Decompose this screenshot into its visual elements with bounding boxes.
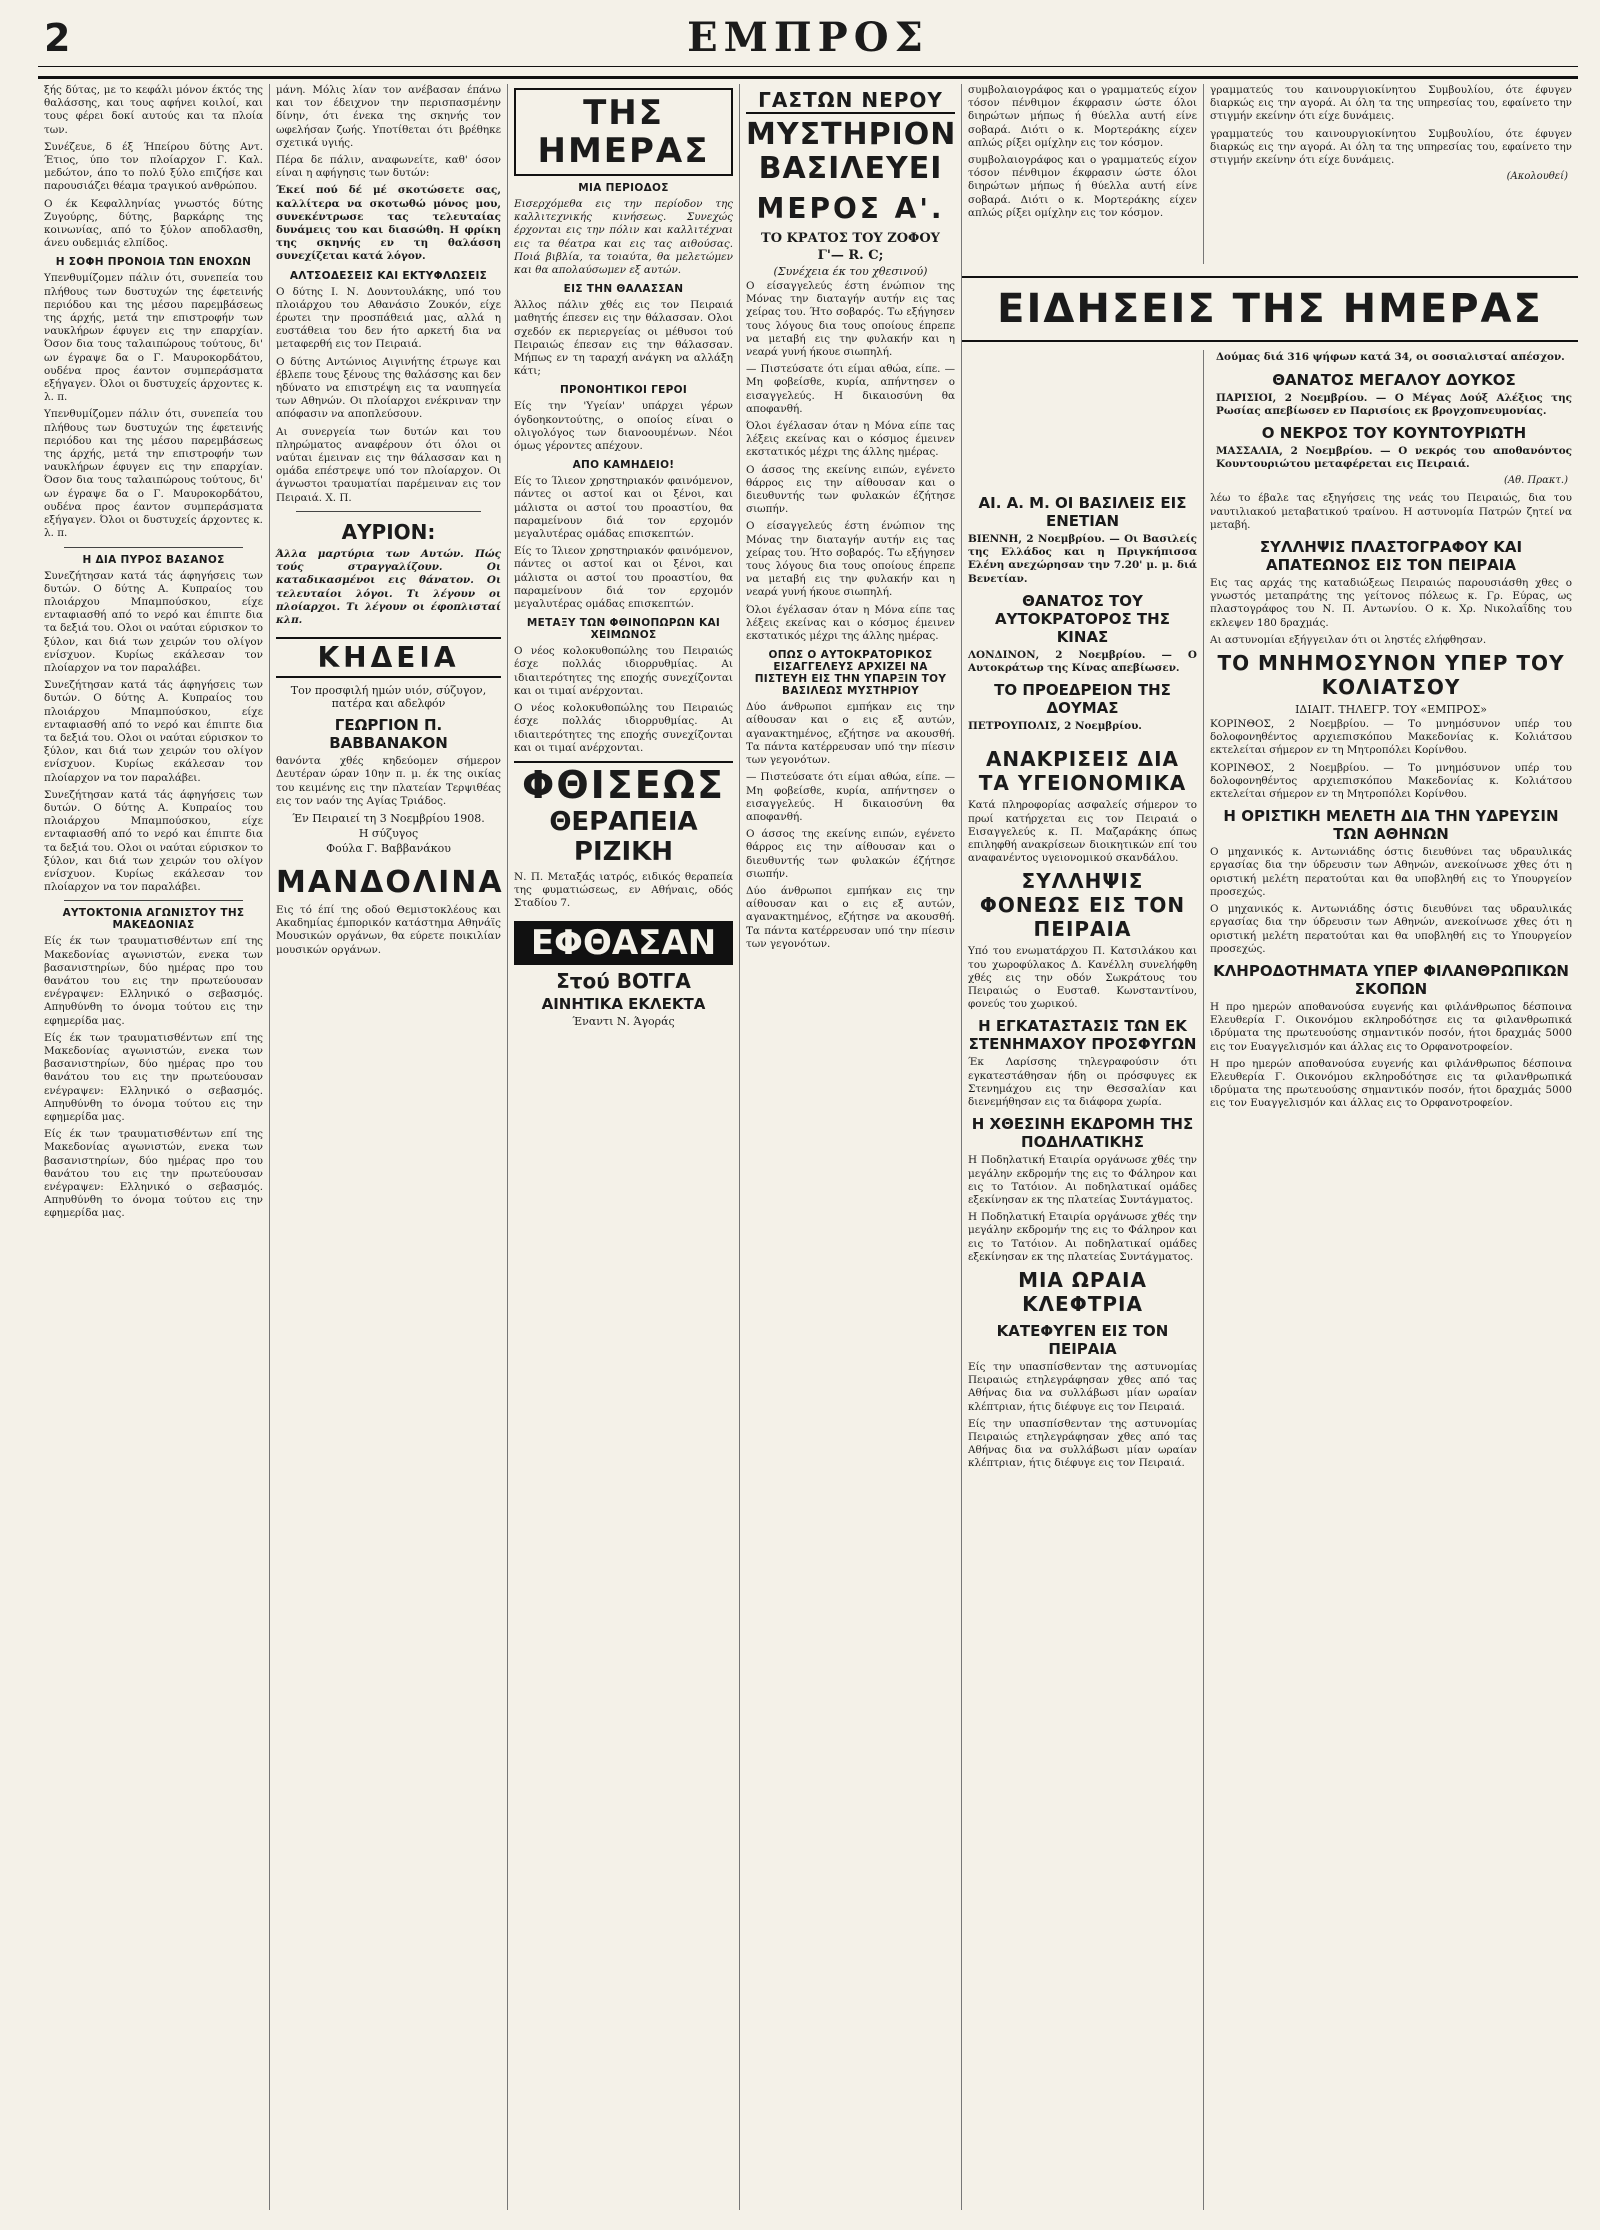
news-of-day-banner: [962, 264, 1578, 350]
article-text: Η προ ημερών αποθανούσα ευγενής και φιλάνθρωπος δέσποινα Ελευθερία Γ. Οικονόμου εκληροδότησε εις τα φιλανθρωπικά ιδρύματα της πρωτευούσης σημαντικόν ποσόν, ήτοι δραχμάς 5000 εις τον Ευαγγελισμόν και άλλας εις το Ορφανοτροφείον.: [1210, 1000, 1572, 1053]
article-text: Εις τας αρχάς της καταδιώξεως Πειραιώς παρουσιάσθη χθες ο γνωστός μεταπράτης της γείτονος πόλεως κ. Γρ. Εύρας, ως πλαστογράφος του Ν. Π. Αντωνίου. Ο κ. Χρ. Νικολαΐδης του εκλεψεν 180 δραχμάς.: [1210, 577, 1572, 629]
article-text: Είς το Ίλιεον χρηστηριακόν φαινόμενον, πάντες οι αστοί και οι ξένοι, και μάλιστα οι αστοί του προαστίου, θα παραμείνουν διά τον ερχομόν μεγαλυτέρας ομάδας επισκεπτών.: [514, 545, 733, 611]
news-text: ΛΟΝΔΙΝΟΝ, 2 Νοεμβρίου. — Ο Αυτοκράτωρ της Κίνας απεβίωσεν.: [968, 648, 1197, 675]
newspaper-page: [38, 14, 1578, 2210]
funeral-signer: Φούλα Γ. Βαββανάκου: [326, 841, 451, 855]
divider: [296, 511, 481, 512]
article-text: Υπενθυμίζομεν πάλιν ότι, συνεπεία του πλήθους των δυστυχών της έφετεινής περιόδου και της μέσου παρεμβάσεως της άρχής, μετά την επιστροφήν των ναυκλήρων έφυγεν εις την επαρχίαν. Όσον δια τους ταλαιπώρους τούτους, δι' ων έγραψε δα ο Γ. Μαυροκορδάτου, ουδένα προς έαντον συμπεράσματα εξήγαγεν. Όλοι οι δυστυχείς άρχοντες κ. λ. π.: [44, 272, 263, 404]
article-heading: ΑΥΤΟΚΤΟΝΙΑ ΑΓΩΝΙΣΤΟΥ ΤΗΣ ΜΑΚΕΔΟΝΙΑΣ: [62, 907, 245, 932]
ad-text: Ν. Π. Μεταξάς ιατρός, ειδικός θεραπεία της φυματιώσεως, εν Αθήναις, οδός Σταδίου 7.: [514, 870, 733, 910]
serial-text: Ο άσσος της εκείνης ειπών, εγένετο θάρρος εις την αίθουσαν και ο διευθυντής των φυλακών έζήτησε σιωπήν.: [746, 463, 955, 516]
news-text: ΒΙΕΝΝΗ, 2 Νοεμβρίου. — Οι Βασιλείς της Ελλάδος και η Πριγκήπισσα Ελένη ανεχώρησαν την 7.20' μ. μ. διά Βενετίαν.: [968, 533, 1197, 585]
article-text: Είς την 'Υγείαν' υπάρχει γέρων όγδοηκοντούτης, ο οποίος είναι ο ολιγολόγος των διανοουμένων. Νέοι όμως γέροντες απέχουν.: [514, 400, 733, 453]
article-text: Ο μηχανικός κ. Αντωνιάδης όστις διευθύνει τας υδραυλικάς εργασίας δια την ύδρευσιν των Αθηνών, ανεκοίνωσε χθες ότι η οριστική μελέτη περατούται και θα υποβληθή εις το Υπουργείον προσεχώς.: [1210, 846, 1572, 898]
serial-part: ΜΕΡΟΣ Α'.: [756, 192, 945, 225]
article-heading: ΣΥΛΛΗΨΙΣ ΦΟΝΕΩΣ ΕΙΣ ΤΟΝ ΠΕΙΡΑΙΑ: [979, 869, 1186, 942]
article-text: Είς έκ των τραυματισθέντων επί της Μακεδονίας αγωνιστών, ενεκα των βασανιστηρίων, δύο ημέρας προ του θανάτου του εις την πρωτεύουσαν ενέγραψεν: Ελληνικό ο σεβασμός. Απηυθύνθη το όνομα τούτου εις την εφημερίδα μας.: [44, 935, 263, 1027]
news-of-day-title: ΕΙΔΗΣΕΙΣ ΤΗΣ ΗΜΕΡΑΣ: [962, 276, 1578, 342]
serial-text: Ο άσσος της εκείνης ειπών, εγένετο θάρρος εις την αίθουσαν και ο διευθυντής των φυλακών έζήτησε σιωπήν.: [746, 828, 955, 880]
column-6: [1204, 84, 1578, 2210]
ad-therapy-title: ΘΕΡΑΠΕΙΑ ΡΙΖΙΚΗ: [549, 806, 698, 867]
article-heading: ΑΛΤΣΟΔΕΣΕΙΣ ΚΑΙ ΕΚΤΥΦΛΩΣΕΙΣ: [289, 269, 488, 282]
article-text: Αι αστυνομίαι εξήγγειλαν ότι οι ληστές ελήφθησαν.: [1210, 633, 1487, 646]
article-text: Εισερχόμεθα εις την περίοδον της καλλιτεχνικής κινήσεως. Συνεχώς έρχονται εις την πόλιν και καλλιτέχναι εις τα θέατρα και εις τας αιθούσας. Ποιά βιβλία, τα τοιαύτα, θα μελετώμεν και θα απολαύσωμεν εξ αυτών.: [514, 198, 733, 277]
serial-chapter: Γ'— R. C;: [817, 248, 884, 263]
funeral-date: Έν Πειραιεί τη 3 Νοεμβρίου 1908.: [292, 811, 485, 825]
article-text: γραμματεύς του καινουργιοκίνητου Συμβουλίου, ότε έφυγεν διαρκώς εις την αγορά. Αι όλη τα της υπηρεσίας του, εφαίνετο την στιγμήν εκείνην ότι είχε δυνάμεις.: [1210, 127, 1572, 167]
tomorrow-text: Άλλα μαρτύρια των Αυτών. Πώς τούς στραγγαλίζουν. Οι καταδικασμένοι εις θάνατον. Οι τελευταίοι λόγοι. Τι λέγουν οι πλοίαρχοι. Τι λέγουν οι έφοπλισταί κλπ.: [276, 547, 501, 626]
serial-title: ΜΥΣΤΗΡΙΟΝ ΒΑΣΙΛΕΥΕΙ: [746, 117, 957, 186]
serial-text: Ο είσαγγελεύς έστη ένώπιον της Μόνας την διαταγήν αυτήν εις τας χείρας του. Ήτο σοβαρός. Τω εξήγησεν τους λόγους δια τους οποίους έπρεπε να μεταβή εις την φυλακήν και η νεαρά γυνή ήκουε σιωπηλή.: [746, 280, 955, 359]
column-1: [38, 84, 270, 2210]
article-heading: Η ΕΓΚΑΤΑΣΤΑΣΙΣ ΤΩΝ ΕΚ ΣΤΕΝΗΜΑΧΟΥ ΠΡΟΣΦΥΓΩΝ: [968, 1017, 1197, 1054]
article-text: Ο νέος κολοκυθοπώλης του Πειραιώς έσχε πολλάς ιδιορρυθμίας. Αι ιδιαιτερότητες της εποχής συνεχίζονται και οι τιμαί ανέρχονται.: [514, 702, 733, 754]
article-text: Αι συνεργεία των δυτών και του πληρώματος αναφέρουν ότι όλοι οι ναύται έμειναν εις την θάλασσαν και η ομάδα επέστρεψε υπό τον πλοίαρχον. Οι άγνωστοι τραυματίαι παρέμειναν εις τον Πειραιά. Χ. Π.: [276, 425, 501, 504]
article-text: Ο δύτης Ι. Ν. Δουντουλάκης, υπό του πλοιάρχου του Αθανάσιο Ζουκόν, είχε έρωτει την προσπάθειά μας, αλλά η ευστάθεια του δεν ήτο αρκετή δια να μεταφερθή εις τον Πειραιά.: [276, 285, 501, 351]
news-text: ΠΕΤΡΟΥΠΟΛΙΣ, 2 Νοεμβρίου.: [968, 720, 1142, 733]
article-heading: Η ΧΘΕΣΙΝΗ ΕΚΔΡΟΜΗ ΤΗΣ ΠΟΔΗΛΑΤΙΚΗΣ: [971, 1115, 1194, 1152]
divider: [64, 900, 243, 901]
article-text: Έκ Λαρίσσης τηλεγραφούσιν ότι εγκατεστάθησαν ήδη οι πρόσφυγες εκ Στενημάχου εις την Θεσσαλίαν και διενεμήθησαν εις τα διάφορα χωρία.: [968, 1056, 1197, 1109]
mandolina-ad-title: ΜΑΝΔΟΛΙΝΑ: [276, 864, 504, 900]
article-text: Πέρα δε πάλιν, αναφωνείτε, καθ' όσον είναι η αφήγησις των δυτών:: [276, 154, 501, 180]
article-heading: Η ΟΡΙΣΤΙΚΗ ΜΕΛΕΤΗ ΔΙΑ ΤΗΝ ΥΔΡΕΥΣΙΝ ΤΩΝ ΑΘΗΝΩΝ: [1223, 807, 1559, 844]
article-text: Ο μηχανικός κ. Αντωνιάδης όστις διευθύνει τας υδραυλικάς εργασίας δια την ύδρευσιν των Αθηνών, ανεκοίνωσε χθες ότι η οριστική μελέτη περατούται και θα υποβληθή εις το Υπουργείον προσεχώς.: [1210, 903, 1572, 955]
serial-text: Δύο άνθρωποι εμπήκαν εις την αίθουσαν και ο εις εξ αυτών, αγανακτημένος, εζήτησε να ακουσθή. Τα πάντα κατέρρευσαν υπό την πίεσιν των γεγονότων.: [746, 701, 955, 767]
ad-line: ΑΙΝΗΤΙΚΑ ΕΚΛΕΚΤΑ: [541, 994, 706, 1013]
masthead-rule: [38, 66, 1578, 67]
article-text: συμβολαιογράφος και ο γραμματεύς είχον τόσον πένθιμον έκφρασιν ώστε όλοι διηρώτων μήπως ή θύελλα αυτή είνε σοβαρά. Διότι ο κ. Μορτεράκης είχεν απλώς ρίξει ομίχλην εις τον κόσμον.: [968, 84, 1197, 149]
serial-text: — Πιστεύσατε ότι είμαι αθώα, είπε. — Μη φοβείσθε, κυρία, απήντησεν ο εισαγγελεύς. Η δικαιοσύνη θα αποφανθή.: [746, 771, 955, 823]
column-4: [740, 84, 962, 2210]
article-text: Η Ποδηλατική Εταιρία οργάνωσε χθές την μεγάλην εκδρομήν της εις το Φάληρον και εις το Τατόιον. Αι ποδηλατικαί ομάδες εξεκίνησαν εκ της πλατείας Συντάγματος.: [968, 1211, 1197, 1263]
funeral-text: θανόντα χθές κηδεύομεν σήμερον Δευτέραν ώραν 10ην π. μ. έκ της οικίας του κειμένης εις την πλατείαν Τερψιθέας εις τον ναόν της Αγίας Τριάδος.: [276, 755, 501, 807]
mandolina-ad-text: Εις τό έπί της οδού Θεμιστοκλέους και Ακαδημίας έμπορικόν κατάστημα Αθηνάϊς Μουσικών οργάνων, θα εύρετε ποικιλίαν μουσικών οργάνων.: [276, 903, 501, 956]
article-text: ξής δύτας, με το κεφάλι μόνον έκτός της θαλάσσης, και τους αφήνει κοιλοί, και τους φέρει δοκί αυτούς και τα πλοία των.: [44, 84, 263, 136]
article-text: Είς την υπασπίσθενταν της αστυνομίας Πειραιώς ετηλεγράφησαν χθες από τας Αθήνας δια να συλλάβωσι μίαν ωραίαν κλέπτριαν, ήτις διέφυγε εις τον Πειραιά.: [968, 1417, 1197, 1470]
news-heading: ΘΑΝΑΤΟΣ ΜΕΓΑΛΟΥ ΔΟΥΚΟΣ: [1272, 370, 1516, 389]
article-heading: ΜΙΑ ΩΡΑΙΑ ΚΛΕΦΤΡΙΑ: [1018, 1267, 1147, 1316]
article-heading: ΑΝΑΚΡΙΣΕΙΣ ΔΙΑ ΤΑ ΥΓΕΙΟΝΟΜΙΚΑ: [978, 747, 1187, 796]
article-text: συμβολαιογράφος και ο γραμματεύς είχον τόσον πένθιμον έκφρασιν ώστε όλοι διηρώτων μήπως ή θύελλα αυτή είνε σοβαρά. Διότι ο κ. Μορτεράκης είχεν απλώς ρίξει ομίχλην εις τον κόσμον.: [968, 154, 1197, 219]
article-text: Είς το Ίλιεον χρηστηριακόν φαινόμενον, πάντες οι αστοί και οι ξένοι, και μάλιστα οι αστοί του προαστίου, θα παραμείνουν διά τον ερχομόν μεγαλυτέρας ομάδας επισκεπτών.: [514, 475, 733, 541]
funeral-heading: ΚΗΔΕΙΑ: [276, 637, 501, 678]
ad-botga: Στού ΒΟΤΓΑ: [556, 968, 691, 993]
article-text: Υπενθυμίζομεν πάλιν ότι, συνεπεία του πλήθους των δυστυχών της έφετεινής περιόδου και της μέσου παρεμβάσεως της άρχής, μετά την επιστροφήν των ναυκλήρων έφυγεν εις την επαρχίαν. Όσον δια τους ταλαιπώρους τούτους, δι' ων έγραψε δα ο Γ. Μαυροκορδάτου, ουδένα προς έαντον συμπεράσματα εξήγαγεν. Όλοι οι δυστυχείς άρχοντες κ. λ. π.: [44, 408, 263, 540]
section-title: ΤΗΣ ΗΜΕΡΑΣ: [537, 93, 710, 171]
divider: [64, 547, 243, 548]
article-heading: Η ΣΟΦΗ ΠΡΟΝΟΙΑ ΤΩΝ ΕΝΟΧΩΝ: [55, 256, 252, 269]
serial-continued: (Συνέχεια έκ του χθεσινού): [773, 265, 928, 278]
news-left: [968, 494, 1197, 733]
page-number: 2: [44, 16, 71, 60]
article-text: Είς την υπασπίσθενταν της αστυνομίας Πειραιώς ετηλεγράφησαν χθες από τας Αθήνας δια να συλλάβωσι μίαν ωραίαν κλέπτριαν, ήτις διέφυγε εις τον Πειραιά.: [968, 1360, 1197, 1413]
serial-text: — Πιστεύσατε ότι είμαι αθώα, είπε. — Μη φοβείσθε, κυρία, απήντησεν ο εισαγγελεύς. Η δικαιοσύνη θα αποφανθή.: [746, 363, 955, 415]
article-heading: ΕΙΣ ΤΗΝ ΘΑΛΑΣΣΑΝ: [563, 283, 684, 296]
tomorrow-heading: ΑΥΡΙΟΝ:: [341, 519, 436, 544]
deceased-name: ΓΕΩΡΓΙΟΝ Π. ΒΑΒΒΑΝΑΚΟΝ: [329, 716, 448, 753]
article-text: Ο νέος κολοκυθοπώλης του Πειραιώς έσχε πολλάς ιδιορρυθμίας. Αι ιδιαιτερότητες της εποχής συνεχίζονται και οι τιμαί ανέρχονται.: [514, 645, 733, 697]
news-heading: Ο ΝΕΚΡΟΣ ΤΟΥ ΚΟΥΝΤΟΥΡΙΩΤΗ: [1261, 424, 1527, 443]
article-text: Υπό του ενωματάρχου Π. Κατσιλάκου και του χωροφύλακος Δ. Κανέλλη συνελήφθη χθές εις την οδόν Σωκράτους του Πειραιώς ο Ευσταθ. Κωνσταντίνου, φονεύς του χωρικού.: [968, 945, 1197, 1011]
article-text: ΚΟΡΙΝΘΟΣ, 2 Νοεμβρίου. — Το μνημόσυνον υπέρ του δολοφονηθέντος αρχιεπισκόπου Μακεδονίας κ. Κολιάτσου εκτελείται σήμερον εν τη Μητροπόλει Κορίνθου.: [1210, 718, 1572, 757]
article-text: Συνέζευε, δ έξ Ήπείρου δύτης Αντ. Έτιος, ύπο τον πλοίαρχον Γ. Καλ. μεδώτον, άπο το πολύ ξύλο επιζήσε και παρουσιάζει θέαμα τραγικού ανθρώπου.: [44, 140, 263, 193]
continued-note: (Ακολουθεί): [1506, 171, 1568, 183]
news-heading: ΤΟ ΠΡΟΕΔΡΕΙΟΝ ΤΗΣ ΔΟΥΜΑΣ: [994, 681, 1171, 718]
article-text: Συνεζήτησαν κατά τάς άφηγήσεις των δυτών. Ο δύτης Α. Κυπραίος του πλοιάρχου Μπαμπούσκου, είχε ενταφιασθή από το νερό και έπιπτε δια τα δεξιά του. Ολοι οι ναύται εύρισκον το ξύλον, και διά των χειρών του ολίγον ενίσχυον. Κυρίως εκάλεσαν τον πλοίαρχον να τον παραλάβει.: [44, 788, 263, 894]
article-text: Η προ ημερών αποθανούσα ευγενής και φιλάνθρωπος δέσποινα Ελευθερία Γ. Οικονόμου εκληροδότησε εις τα φιλανθρωπικά ιδρύματα της πρωτευούσης σημαντικόν ποσόν, ήτοι δραχμάς 5000 εις τον Ευαγγελισμόν και άλλας εις το Ορφανοτροφείον.: [1210, 1057, 1572, 1110]
article-text-bold: Έκεί πού δέ μέ σκοτώσετε σας, καλλίτερα να σκοτωθώ μόνος μου, συνεκέντρωσε τας τελευταίας δυνάμεις του και διασώθη. Η φρίκη της σκηνής εν τη θαλάσση συνεχίζεται κατά λόγον.: [276, 184, 501, 263]
news-heading: ΘΑΝΑΤΟΣ ΤΟΥ ΑΥΤΟΚΡΑΤΟΡΟΣ ΤΗΣ ΚΙΝΑΣ: [995, 591, 1170, 646]
article-text: λέω το έβαλε τας εξηγήσεις της νεάς του Πειραιώς, δια του ναυτιλιακού μεταβατικού τραίνου. Η αστυνομία Πατρών ζητεί να μεταβή.: [1210, 492, 1572, 531]
serial-author: ΓΑΣΤΩΝ ΝΕΡΟΥ: [746, 88, 955, 114]
article-heading: ΤΟ ΜΝΗΜΟΣΥΝΟΝ ΥΠΕΡ ΤΟΥ ΚΟΛΙΑΤΣΟΥ: [1217, 651, 1565, 700]
serial-chapter-heading: ΟΠΩΣ Ο ΑΥΤΟΚΡΑΤΟΡΙΚΟΣ ΕΙΣΑΓΓΕΛΕΥΣ ΑΡΧΙΖΕΙ ΝΑ ΠΙΣΤΕΥΗ ΕΙΣ ΤΗΝ ΥΠΑΡΞΙΝ ΤΟΥ ΒΑΣΙΛΕΩΣ ΜΥΣΤΗΡΙΟΥ: [754, 649, 947, 698]
section-title-box: [514, 88, 733, 176]
news-text: ΠΑΡΙΣΙΟΙ, 2 Νοεμβρίου. — Ο Μέγας Δούξ Αλέξιος της Ρωσίας απεβίωσεν εν Παρισίοις εκ βρογχοπνευμονίας.: [1216, 391, 1572, 417]
funeral-text: Τον προσφιλή ημών υιόν, σύζυγον, πατέρα και αδελφόν: [290, 684, 487, 711]
article-text: Συνεζήτησαν κατά τάς άφηγήσεις των δυτών. Ο δύτης Α. Κυπραίος του πλοιάρχου Μπαμπούσκου, είχε ενταφιασθή από το νερό και έπιπτε δια τα δεξιά του. Ολοι οι ναύται εύρισκον το ξύλον, και διά των χειρών του ολίγον ενίσχυον. Κυρίως εκάλεσαν τον πλοίαρχον να τον παραλάβει.: [44, 569, 263, 674]
article-text: Άλλος πάλιν χθές εις τον Πειραιά μαθητής έπεσεν εις την θάλασσαν. Ολοι σχεδόν εκ περιεργείας οι μέθυσοι τού Πειραιώς έπεσαν εις την θάλασσαν. Μήπως εν τη ταραχή ανάγκη να αλλάξη κάτι;: [514, 299, 733, 378]
article-subheading: ΚΑΤΕΦΥΓΕΝ ΕΙΣ ΤΟΝ ΠΕΙΡΑΙΑ: [996, 1321, 1169, 1358]
column-5: [962, 84, 1204, 2210]
column-2: [270, 84, 508, 2210]
column-3: [508, 84, 740, 2210]
ad-address: Έναντι Ν. Άγοράς: [572, 1014, 675, 1028]
article-heading: ΚΛΗΡΟΔΟΤΗΜΑΤΑ ΥΠΕΡ ΦΙΛΑΝΘΡΩΠΙΚΩΝ ΣΚΟΠΩΝ: [1213, 961, 1569, 998]
newspaper-title: ΕΜΠΡΟΣ: [687, 14, 929, 61]
ad-arrived-title: ΕΦΘΑΣΑΝ: [514, 921, 733, 965]
article-text: ΚΟΡΙΝΘΟΣ, 2 Νοεμβρίου. — Το μνημόσυνον υπέρ του δολοφονηθέντος αρχιεπισκόπου Μακεδονίας κ. Κολιάτσου εκτελείται σήμερον εν τη Μητροπόλει Κορίνθου.: [1210, 761, 1572, 801]
ad-phthisis-title: ΦΘΙΣΕΩΣ: [514, 761, 733, 807]
article-text: γραμματεύς του καινουργιοκίνητου Συμβουλίου, ότε έφυγεν διαρκώς εις την αγορά. Αι όλη τα της υπηρεσίας του, εφαίνετο την στιγμήν εκείνην ότι είχε δυνάμεις.: [1210, 84, 1572, 123]
article-text: Ο δύτης Αντώνιος Αιγινήτης έτρωγε και έβλεπε τους ξένους της θαλάσσης και δεν ηδύνατο να επιστρέψη εις τα ναυπηγεία των Αθηνών. Οι πλοίαρχοι ενέκριναν την απόφασιν να αποπλεύσουν.: [276, 355, 501, 421]
article-heading: ΑΠΟ ΚΑΜΗΔΕΙΟ!: [572, 459, 675, 472]
news-source: (Αθ. Πρακτ.): [1503, 475, 1568, 487]
article-heading: ΜΕΤΑΞΥ ΤΩΝ ΦΘΙΝΟΠΩΡΩΝ ΚΑΙ ΧΕΙΜΩΝΟΣ: [526, 617, 721, 642]
masthead: [38, 14, 1578, 79]
funeral-signer: Η σύζυγος: [358, 826, 419, 840]
article-text: μάνη. Μόλις λίαν τον ανέβασαν έπάνω και τον έδειχνον την περισπασμένην δίνην, ότι ένεκα της σκηνής τον ωφελήσαν ζωής. Υποτίθεται ότι βρέθηκε σχετικά υγιής.: [276, 84, 501, 149]
article-heading: Η ΔΙΑ ΠΥΡΟΣ ΒΑΣΑΝΟΣ: [82, 553, 225, 566]
serial-text: Ο είσαγγελεύς έστη ένώπιον της Μόνας την διαταγήν αυτήν εις τας χείρας του. Ήτο σοβαρός. Τω εξήγησεν τους λόγους δια τους οποίους έπρεπε να μεταβή εις την φυλακήν και η νεαρά γυνή ήκουε σιωπηλή.: [746, 520, 955, 599]
serial-text: Όλοι έγέλασαν όταν η Μόνα είπε τας λέξεις εκείνας και ο κόσμος έμεινεν εκστατικός μέχρι της άλλης ημέρας.: [746, 603, 955, 643]
article-text: Συνεζήτησαν κατά τάς άφηγήσεις των δυτών. Ο δύτης Α. Κυπραίος του πλοιάρχου Μπαμπούσκου, είχε ενταφιασθή από το νερό και έπιπτε δια τα δεξιά του. Ολοι οι ναύται εύρισκον το ξύλον, και διά των χειρών του ολίγον ενίσχυον. Κυρίως εκάλεσαν τον πλοίαρχον να τον παραλάβει.: [44, 679, 263, 784]
article-text: Ο έκ Κεφαλληνίας γνωστός δύτης Ζυγούρης, δύτης, βαρκάρης της κοινωνίας, από το ξύλον αποδλασθη, άνευ ουδεμιάς ελπίδος.: [44, 197, 263, 250]
article-text: Είς έκ των τραυματισθέντων επί της Μακεδονίας αγωνιστών, ενεκα των βασανιστηρίων, δύο ημέρας προ του θανάτου του εις την πρωτεύουσαν ενέγραψεν: Ελληνικό ο σεβασμός. Απηυθύνθη το όνομα τούτου εις την εφημερίδα μας.: [44, 1031, 263, 1124]
article-text: Είς έκ των τραυματισθέντων επί της Μακεδονίας αγωνιστών, ενεκα των βασανιστηρίων, δύο ημέρας προ του θανάτου του εις την πρωτεύουσαν ενέγραψεν: Ελληνικό ο σεβασμός. Απηυθύνθη το όνομα τούτου εις την εφημερίδα μας.: [44, 1128, 263, 1220]
article-heading: ΜΙΑ ΠΕΡΙΟΔΟΣ: [578, 182, 669, 194]
news-right: [1210, 338, 1572, 486]
article-heading: ΠΡΟΝΟΗΤΙΚΟΙ ΓΕΡΟΙ: [559, 384, 688, 397]
serial-text: Δύο άνθρωποι εμπήκαν εις την αίθουσαν και ο εις εξ αυτών, αγανακτημένος, εζήτησε να ακουσθή. Τα πάντα κατέρρευσαν υπό την πίεσιν των γεγονότων.: [746, 884, 955, 950]
article-text: Κατά πληροφορίας ασφαλείς σήμερον το πρωί κατήρχεται εις τον Πειραιά ο Εισαγγελεύς κ. Π. Μαζαράκης όπως επιληφθή ανακρίσεων διοικητικών επί του αναφανέντος υγειονομικού σκανδάλου.: [968, 799, 1197, 865]
news-text: Δούμας διά 316 ψήφων κατά 34, οι σοσιαλισταί απέσχον.: [1216, 351, 1565, 364]
news-text: ΜΑΣΣΑΛΙΑ, 2 Νοεμβρίου. — Ο νεκρός του αποθανόντος Κουντουριώτου μεταφέρεται εις Πειραιά.: [1216, 445, 1572, 471]
serial-subtitle: ΤΟ ΚΡΑΤΟΣ ΤΟΥ ΖΟΦΟΥ: [761, 231, 940, 246]
article-heading: ΣΥΛΛΗΨΙΣ ΠΛΑΣΤΟΓΡΑΦΟΥ ΚΑΙ ΑΠΑΤΕΩΝΟΣ ΕΙΣ ΤΟΝ ΠΕΙΡΑΙΑ: [1259, 538, 1523, 575]
article-text: Η Ποδηλατική Εταιρία οργάνωσε χθές την μεγάλην εκδρομήν της εις το Φάληρον και εις το Τατόιον. Αι ποδηλατικαί ομάδες εξεκίνησαν εκ της πλατείας Συντάγματος.: [968, 1154, 1197, 1206]
article-subheading: ΙΔΙΑΙΤ. ΤΗΛΕΓΡ. ΤΟΥ «ΕΜΠΡΟΣ»: [1295, 703, 1487, 717]
news-heading: ΑΙ. Α. Μ. ΟΙ ΒΑΣΙΛΕΙΣ ΕΙΣ ΕΝΕΤΙΑΝ: [978, 494, 1187, 531]
serial-text: Όλοι έγέλασαν όταν η Μόνα είπε τας λέξεις εκείνας και ο κόσμος έμεινεν εκστατικός μέχρι της άλλης ημέρας.: [746, 420, 955, 459]
